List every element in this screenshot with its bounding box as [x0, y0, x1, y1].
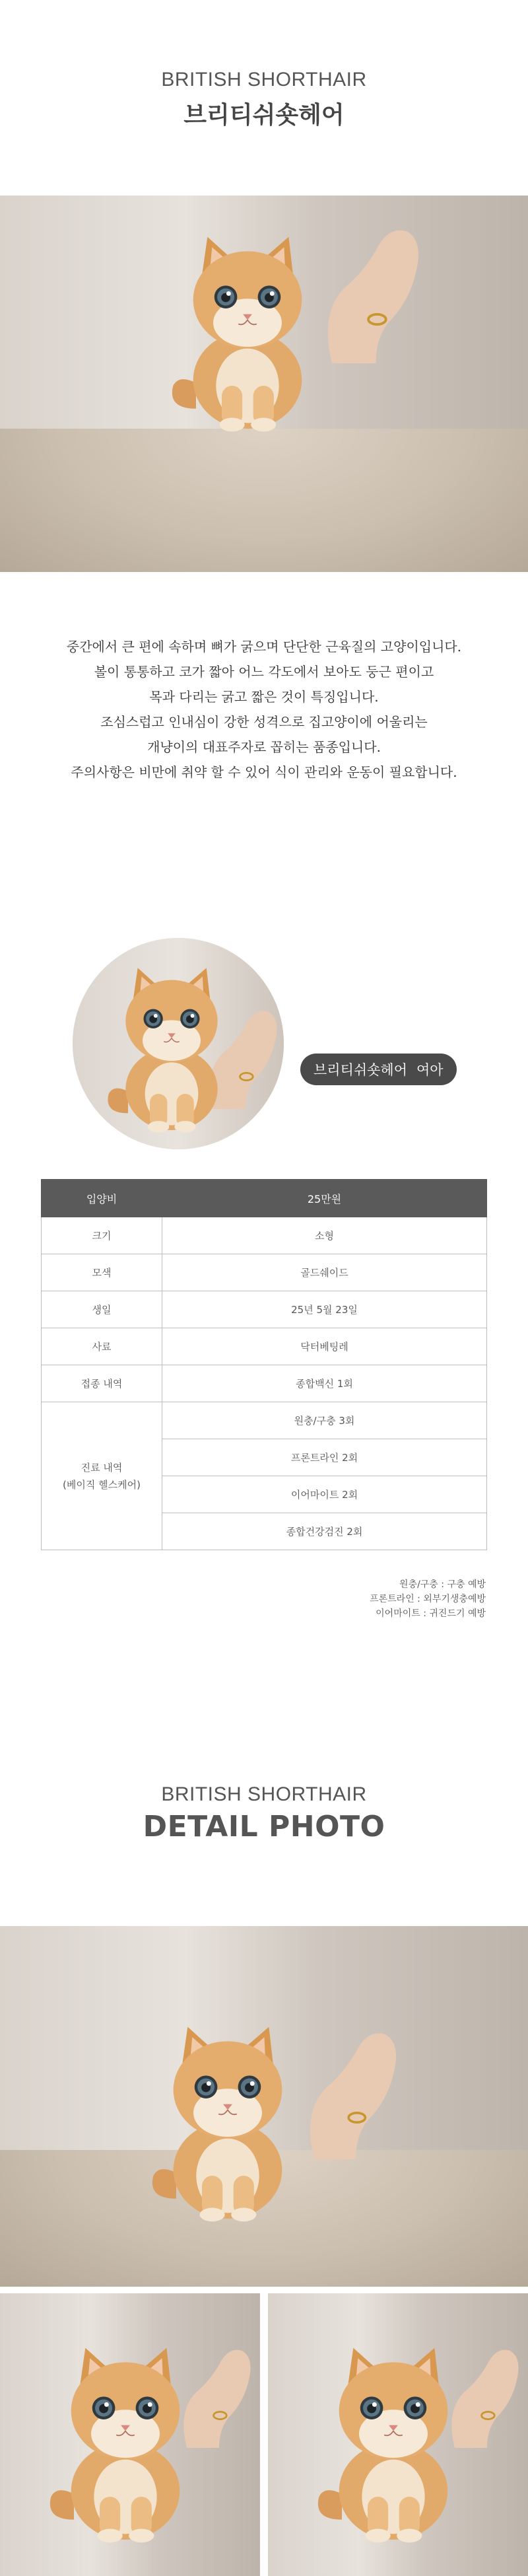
row-value: 소형 — [162, 1217, 487, 1254]
description-line: 주의사항은 비만에 취약 할 수 있어 식이 관리와 운동이 필요합니다. — [71, 764, 457, 780]
row-label: 생일 — [42, 1291, 162, 1328]
table-row — [42, 1402, 487, 1439]
gender: 여아 — [416, 1062, 444, 1078]
breed-eyebrow: BRITISH SHORTHAIR — [161, 69, 367, 90]
care-item: 이어마이트 2회 — [162, 1476, 487, 1513]
detail-photo-left — [0, 2293, 260, 2576]
kitten-icon — [308, 2346, 479, 2544]
note-line: 원충/구충 : 구충 예방 — [399, 1579, 486, 1590]
table-row — [42, 1180, 487, 1217]
page-title: 브리티쉬숏헤어 — [183, 102, 345, 129]
table-row — [42, 1365, 487, 1402]
row-label: 크기 — [42, 1217, 162, 1254]
description-line: 개냥이의 대표주자로 꼽히는 품종입니다. — [147, 739, 381, 755]
fee-label: 입양비 — [42, 1180, 162, 1217]
row-value: 종합백신 1회 — [162, 1365, 487, 1402]
table-row — [42, 1217, 487, 1254]
care-item: 프론트라인 2회 — [162, 1439, 487, 1476]
note-line: 프론트라인 : 외부기생충예방 — [370, 1594, 486, 1604]
row-value: 25년 5월 23일 — [162, 1291, 487, 1328]
description-line: 중간에서 큰 편에 속하며 뼈가 굵으며 단단한 근육질의 고양이입니다. — [66, 639, 462, 655]
adoption-info-table — [41, 1179, 487, 1550]
care-label-line: (베이직 헬스케어) — [63, 1478, 141, 1491]
profile-photo — [73, 938, 284, 1149]
kitten-icon — [162, 235, 333, 433]
description-line: 볼이 통통하고 코가 짧아 어느 각도에서 보아도 둥근 편이고 — [94, 664, 434, 680]
note-line: 이어마이트 : 귀진드기 예방 — [376, 1608, 486, 1619]
detail-title: DETAIL PHOTO — [143, 1810, 385, 1843]
table-row — [42, 1328, 487, 1365]
row-value: 골드쉐이드 — [162, 1254, 487, 1291]
row-label: 접종 내역 — [42, 1365, 162, 1402]
row-label: 사료 — [42, 1328, 162, 1365]
row-value: 닥터베팅레 — [162, 1328, 487, 1365]
fee-value: 25만원 — [162, 1180, 487, 1217]
table-row — [42, 1254, 487, 1291]
row-label: 모색 — [42, 1254, 162, 1291]
kitten-icon — [40, 2346, 211, 2544]
detail-header — [0, 1783, 528, 1843]
detail-eyebrow: BRITISH SHORTHAIR — [161, 1783, 367, 1805]
care-item: 원충/구충 3회 — [162, 1402, 487, 1439]
detail-photo-large — [0, 1926, 528, 2287]
detail-photo-right — [268, 2293, 528, 2576]
page-header — [0, 69, 528, 130]
kitten-icon — [142, 2025, 314, 2223]
description-line: 목과 다리는 굵고 짧은 것이 특징입니다. — [149, 689, 379, 705]
breed-gender-badge — [300, 1054, 457, 1085]
care-label — [42, 1402, 162, 1550]
care-notes — [370, 1577, 486, 1621]
breed-name: 브리티쉬숏헤어 — [314, 1062, 408, 1078]
breed-description — [0, 634, 528, 785]
hero-photo — [0, 196, 528, 572]
care-label-line: 진료 내역 — [81, 1461, 123, 1474]
table-row — [42, 1291, 487, 1328]
care-item: 종합건강검진 2회 — [162, 1513, 487, 1550]
description-line: 조심스럽고 인내심이 강한 성격으로 집고양이에 어울리는 — [100, 714, 428, 730]
kitten-icon — [99, 964, 244, 1136]
